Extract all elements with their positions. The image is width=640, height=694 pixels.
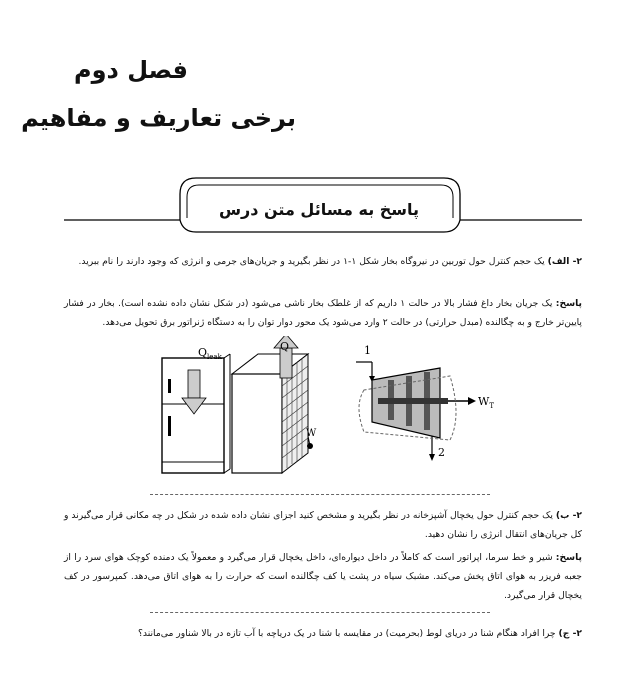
answer-label: پاسخ: <box>555 552 582 563</box>
answer-text: شیر و خط سرما، اپراتور است که کاملاً در داخل دیواره‌ای، داخل یخچال قرار می‌گیرد و معمولاً یک دمنده کوچک هوای سرد را از جعبه فریزر به هوای اتاق پخش می‌کند. مشبک سیاه در پشت یا کف چگالنده است که حرارت را به هوای اتاق می‌دهد. کمپرسور در کف یخچال قرار می‌گیرد. <box>64 552 582 601</box>
state-1-label: 1 <box>364 344 371 357</box>
separator-line <box>150 612 490 613</box>
q-leak-label: $Q_{leak}$ <box>198 346 222 361</box>
problem-2b-answer <box>64 548 582 605</box>
question-text: یک حجم کنترل حول توربین در نیروگاه بخار شکل ۱-۱ در نظر بگیرید و جریان‌های جرمی و انرژی که وجود دارند را نام ببرید. <box>78 256 545 267</box>
question-text: یک حجم کنترل حول یخچال آشپزخانه در نظر بگیرید و مشخص کنید اجزای نشان داده شده در شکل در چه مکانی قرار می‌گیرند و کل جریان‌های انتقال انرژی را نشان دهید. <box>64 510 582 540</box>
question-text: چرا افراد هنگام شنا در دریای لوط (بحرمیت) در مقایسه با شنا در یک دریاچه با آب تازه در بالا شناور می‌مانند؟ <box>138 628 556 639</box>
answer-text: یک جریان بخار داغ فشار بالا در حالت ۱ داریم که از غلطک بخار ناشی می‌شود (در شکل نشان داده نشده است). بخار در فشار پایین‌تر خارج و به چگالنده (مبدل حرارتی) در حالت ۲ وارد می‌شود یک محور دوار توان را به دستگاه ژنراتور برق تحویل می‌دهد. <box>64 298 582 328</box>
problem-2b-question <box>64 506 582 544</box>
chapter-subtitle: برخی تعاریف و مفاهیم <box>21 104 296 132</box>
section-title: پاسخ به مسائل متن درس <box>218 200 420 219</box>
problem-number: ۲- الف) <box>547 256 582 267</box>
separator-line <box>150 494 490 495</box>
problem-2a-answer <box>64 294 582 332</box>
w-label: W <box>306 428 317 439</box>
state-2-label: 2 <box>438 446 445 459</box>
problem-2a-question <box>64 252 582 271</box>
chapter-title: فصل دوم <box>74 56 188 84</box>
problem-number: ۲- ج) <box>558 628 582 639</box>
problem-2c-question <box>64 624 582 643</box>
problem-number: ۲- ب) <box>555 510 582 521</box>
refrigerator-diagram <box>162 354 230 473</box>
answer-label: پاسخ: <box>555 298 583 309</box>
q-out-label: Q <box>280 340 290 353</box>
figure-refrigerator-turbine <box>150 336 500 484</box>
condenser-unit <box>232 336 313 473</box>
turbine-diagram <box>356 344 494 461</box>
wt-label: $W_T$ <box>478 395 494 410</box>
